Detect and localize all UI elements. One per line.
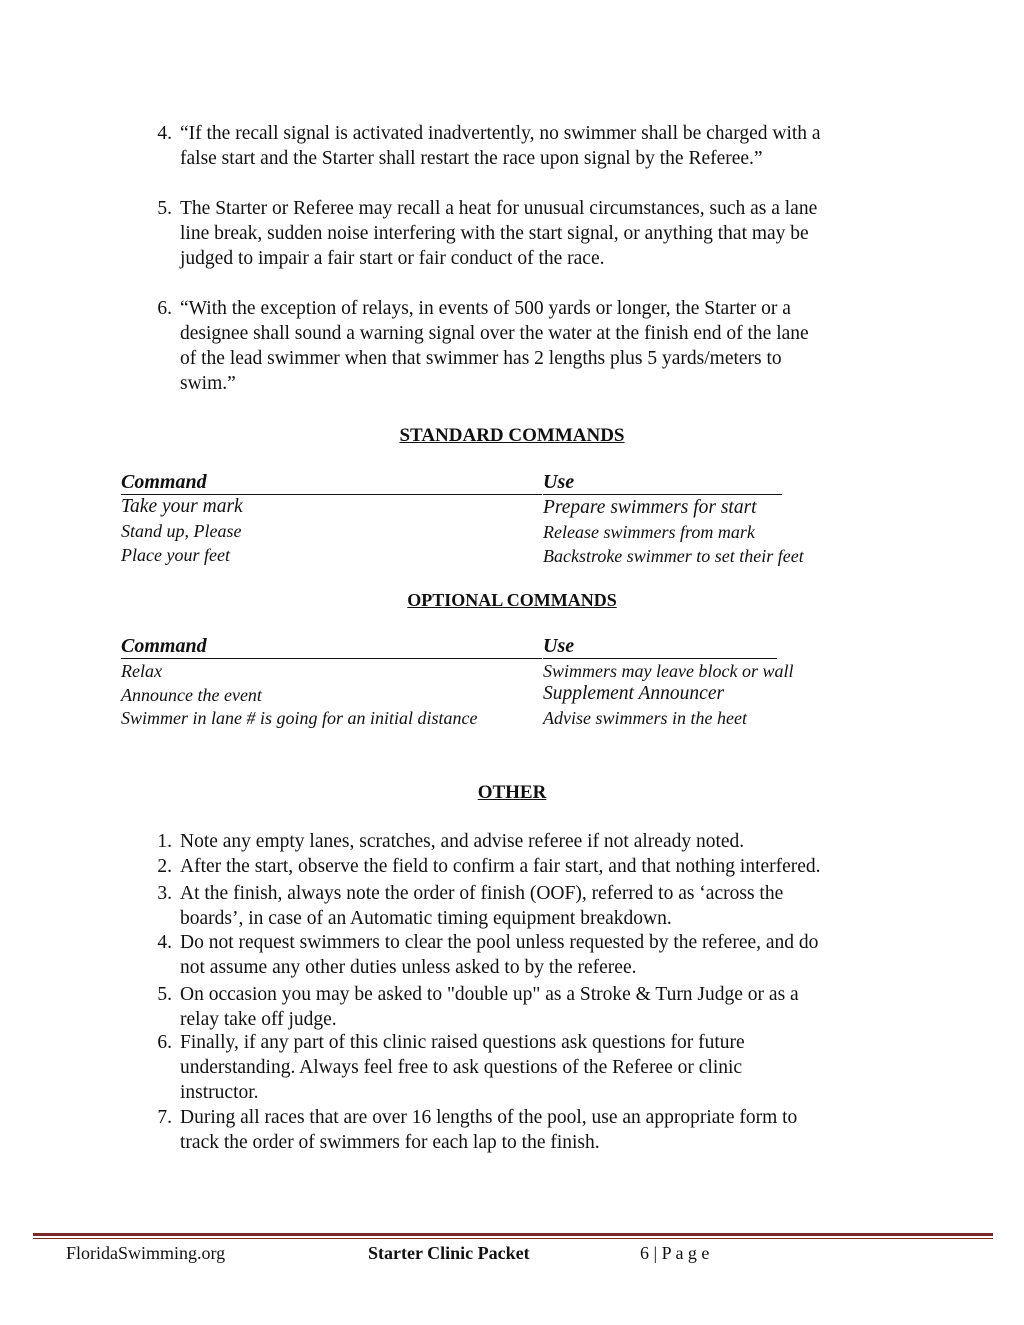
rule-number: 4. (157, 123, 172, 144)
other-line: At the finish, always note the order of finish (OOF), referred to as ‘across the (180, 883, 784, 904)
other-number: 7. (157, 1107, 172, 1128)
footer-site: FloridaSwimming.org (66, 1243, 226, 1263)
rule-line: “If the recall signal is activated inadvertently, no swimmer shall be charged with a (180, 123, 821, 144)
optional-use-header: Use (543, 635, 777, 659)
standard-command-cell: Stand up, Please (121, 521, 242, 541)
standard-commands-heading: STANDARD COMMANDS (399, 425, 625, 446)
rule-line: of the lead swimmer when that swimmer has 2 lengths plus 5 yards/meters to (180, 348, 782, 369)
optional-use-cell: Swimmers may leave block or wall (543, 661, 794, 681)
optional-command-cell: Swimmer in lane # is going for an initial distance (121, 708, 478, 728)
other-line: Do not request swimmers to clear the pool unless requested by the referee, and do (180, 932, 819, 953)
rule-line: false start and the Starter shall restart the race upon signal by the Referee.” (180, 148, 763, 169)
other-line: track the order of swimmers for each lap to the finish. (180, 1132, 600, 1153)
rule-line: judged to impair a fair start or fair conduct of the race. (180, 248, 605, 269)
standard-command-header: Command (121, 471, 542, 495)
optional-command-cell: Announce the event (121, 685, 262, 705)
optional-use-cell: Advise swimmers in the heet (543, 708, 747, 728)
footer-rule-thick (33, 1233, 993, 1236)
other-line: Note any empty lanes, scratches, and advise referee if not already noted. (180, 831, 745, 852)
optional-command-cell: Relax (121, 661, 162, 681)
rule-line: The Starter or Referee may recall a heat for unusual circumstances, such as a lane (180, 198, 818, 219)
other-line: understanding. Always feel free to ask questions of the Referee or clinic (180, 1057, 743, 1078)
optional-commands-heading: OPTIONAL COMMANDS (407, 590, 617, 610)
rule-line: “With the exception of relays, in events of 500 yards or longer, the Starter or a (180, 298, 791, 319)
other-line: not assume any other duties unless asked to by the referee. (180, 957, 637, 978)
other-number: 5. (157, 984, 172, 1005)
footer-page-number: 6 | P a g e (640, 1243, 710, 1263)
other-line: boards’, in case of an Automatic timing equipment breakdown. (180, 908, 672, 929)
other-line: After the start, observe the field to confirm a fair start, and that nothing interfered. (180, 856, 821, 877)
standard-use-cell: Release swimmers from mark (543, 522, 755, 542)
optional-use-cell: Supplement Announcer (543, 683, 725, 704)
rule-number: 5. (157, 198, 172, 219)
standard-command-cell: Take your mark (121, 496, 243, 517)
other-line: During all races that are over 16 lengths of the pool, use an appropriate form to (180, 1107, 798, 1128)
other-line: relay take off judge. (180, 1009, 337, 1030)
footer-rule-thin (33, 1238, 993, 1239)
rule-line: swim.” (180, 373, 236, 394)
optional-command-header: Command (121, 635, 542, 659)
other-heading: OTHER (477, 782, 547, 803)
standard-command-cell: Place your feet (121, 545, 230, 565)
other-line: On occasion you may be asked to "double up" as a Stroke & Turn Judge or as a (180, 984, 799, 1005)
other-line: Finally, if any part of this clinic raised questions ask questions for future (180, 1032, 745, 1053)
rule-number: 6. (157, 298, 172, 319)
other-line: instructor. (180, 1082, 259, 1103)
other-number: 1. (157, 831, 172, 852)
standard-use-header: Use (543, 471, 782, 495)
other-number: 3. (157, 883, 172, 904)
other-number: 2. (157, 856, 172, 877)
rule-line: line break, sudden noise interfering with the start signal, or anything that may be (180, 223, 809, 244)
other-number: 6. (157, 1032, 172, 1053)
footer-title: Starter Clinic Packet (368, 1243, 530, 1263)
rule-line: designee shall sound a warning signal over the water at the finish end of the lane (180, 323, 809, 344)
standard-use-cell: Prepare swimmers for start (543, 497, 757, 518)
other-number: 4. (157, 932, 172, 953)
standard-use-cell: Backstroke swimmer to set their feet (543, 546, 804, 566)
